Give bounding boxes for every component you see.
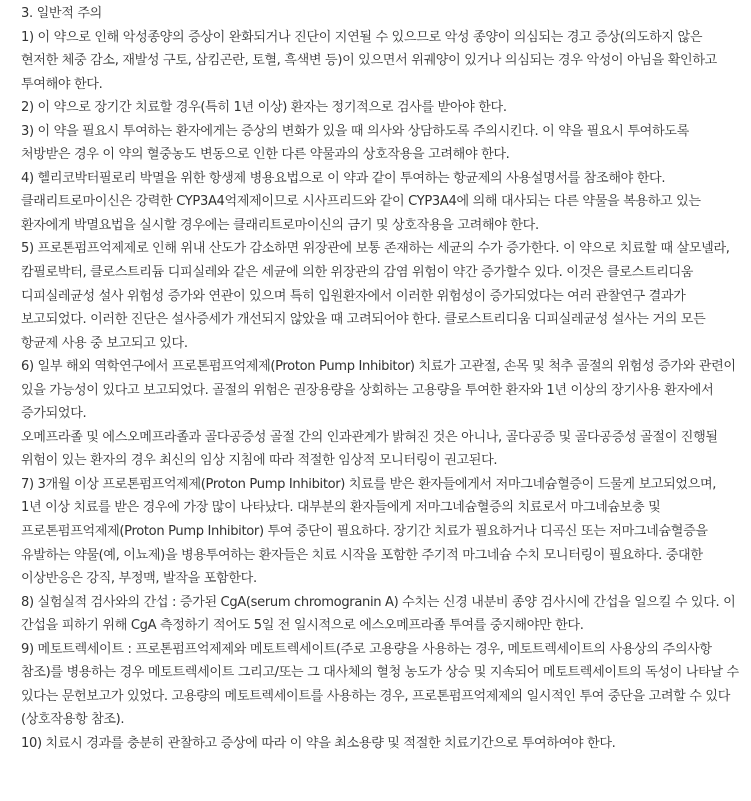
paragraph-7-hypomagnesemia: 7) 3개월 이상 프로톤펌프억제제(Proton Pump Inhibitor) 치료를 받은 환자들에게서 저마그네슘혈증이 드물게 보고되었으며, 1년 이상 치료를 받은 경우에 가장 많이 나타났다. 대부분의 환자들에게 저마그네슘혈증의 치료로서 마그네슘보충 및 프로톤펌프억제제(Proton Pump Inhibitor) 투여 중단이 필요하다. 장기간 치료가 필요하거나 디곡신 또는 저마그네슘혈증을 유발하는 약물(예, 이뇨제)을 병용투여하는 환자들은 치료 시작을 포함한 주기적 마그네슘 수치 모니터링이 필요하다. 중대한 이상반응은 강직, 부정맥, 발작을 포함한다. bbox=[21, 476, 717, 587]
paragraph-10-dosage: 10) 치료시 경과를 충분히 관찰하고 증상에 따라 이 약을 최소용량 및 적절한 치료기간으로 투여하여야 한다. bbox=[21, 735, 616, 751]
paragraph-4-helicobacter: 4) 헬리코박터필로리 박멸을 위한 항생제 병용요법으로 이 약과 같이 투여하는 항균제의 사용설명서를 참조해야 한다. 클래리트로마이신은 강력한 CYP3A4억제제이므로 시사프리드와 같이 CYP3A4에 의해 대사되는 다른 약물을 복용하고 있는 환자에게 박멸요법을 실시할 경우에는 클래리트로마이신의 금기 및 상호작용을 고려해야 한다. bbox=[21, 170, 701, 233]
section-title: 3. 일반적 주의 bbox=[21, 6, 102, 21]
paragraph-5-gastric-acidity: 5) 프로톤펌프억제제로 인해 위내 산도가 감소하면 위장관에 보통 존재하는 세균의 수가 증가한다. 이 약으로 치료할 때 살모넬라, 캄필로박터, 클로스트리듐 디피실레와 같은 세균에 의한 위장관의 감염 위험이 약간 증가할수 있다. 이것은 클로스트리디움 디피실레균성 설사 위험성 증가와 연관이 있으며 특히 입원환자에서 이러한 위험성이 증가되었다는 여러 관찰연구 결과가 보고되었다. 이러한 진단은 설사증세가 개선되지 않았을 때 고려되어야 한다. 클로스트리디움 디피실레균성 설사는 거의 모든 항균제 사용 중 보고되고 있다. bbox=[21, 241, 730, 351]
paragraph-6-osteoporosis: 오메프라졸 및 에스오메프라졸과 골다공증성 골절 간의 인과관계가 밝혀진 것은 아니나, 골다공증 및 골다공증성 골절이 진행될 위험이 있는 환자의 경우 최신의 임상 지침에 따라 적절한 임상적 모니터링이 권고된다. bbox=[21, 429, 718, 469]
paragraph-6-fracture-risk: 6) 일부 해외 역학연구에서 프로톤펌프억제제(Proton Pump Inhibitor) 치료가 고관절, 손목 및 척추 골절의 위험성 증가와 관련이 있을 가능성이 있다고 보고되었다. 골절의 위험은 권장용량을 상회하는 고용량을 투여한 환자와 1년 이상의 장기사용 환자에서 증가되었다. bbox=[21, 359, 736, 422]
paragraph-9-methotrexate: 9) 메토트렉세이트 : 프로톤펌프억제제와 메토트렉세이트(주로 고용량을 사용하는 경우, 메토트렉세이트의 사용상의 주의사항 참조)를 병용하는 경우 메토트렉세이트 그리고/또는 그 대사체의 혈청 농도가 상승 및 지속되어 메토트렉세이트의 독성이 나타날 수 있다는 문헌보고가 있었다. 고용량의 메토트렉세이트를 사용하는 경우, 프로톤펌프억제제의 일시적인 투여 중단을 고려할 수 있다(상호작용항 참조). bbox=[21, 641, 739, 728]
paragraph-3-on-demand-use: 3) 이 약을 필요시 투여하는 환자에게는 증상의 변화가 있을 때 의사와 상담하도록 주의시킨다. 이 약을 필요시 투여하도록 처방받은 경우 이 약의 혈중농도 변동으로 인한 다른 약물과의 상호작용을 고려해야 한다. bbox=[21, 123, 689, 163]
paragraph-8-lab-interference: 8) 실험실적 검사와의 간섭 : 증가된 CgA(serum chromogranin A) 수치는 신경 내분비 종양 검사시에 간섭을 일으킬 수 있다. 이 간섭을 피하기 위해 CgA 측정하기 적어도 5일 전 일시적으로 에스오메프라졸 투여를 중지해야만 한다. bbox=[21, 594, 736, 634]
paragraph-1-malignancy: 1) 이 약으로 인해 악성종양의 증상이 완화되거나 진단이 지연될 수 있으므로 악성 종양이 의심되는 경고 증상(의도하지 않은 현저한 체중 감소, 재발성 구토, 삼킴곤란, 토혈, 흑색변 등)이 있으면서 위궤양이 있거나 의심되는 경우 악성이 아님을 확인하고 투여해야 한다. bbox=[21, 29, 717, 92]
paragraph-2-long-term-checkup: 2) 이 약으로 장기간 치료할 경우(특히 1년 이상) 환자는 정기적으로 검사를 받아야 한다. bbox=[21, 100, 507, 116]
